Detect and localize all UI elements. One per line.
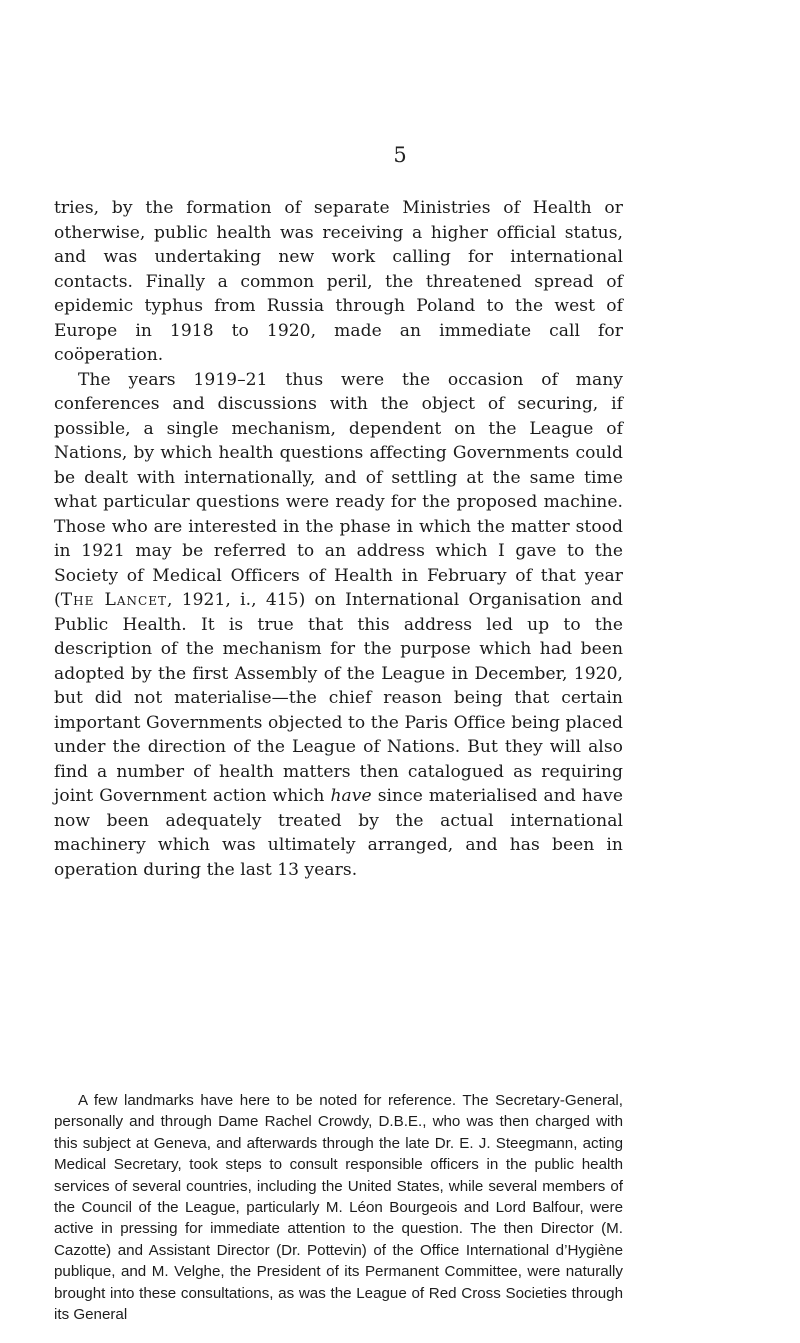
- small-print-section: [54, 1090, 623, 1325]
- journal-name: The Lancet: [60, 590, 167, 610]
- emphasis-word: have: [330, 786, 372, 806]
- paragraph-2: [54, 368, 623, 883]
- paragraph-2-part-b: , 1921, i., 415) on International Organisation and Public Health. It is true that this address led up to the description of the mechanism for the purpose which had been adopted by the first Assembly of the League in December, 1920, but did not materialise—the chief reason being that certain important Governments objected to the Paris Office being placed under the direction of the League of Nations. But they will also find a number of health matters then catalogued as requiring joint Government action which: [54, 590, 623, 806]
- page-number: 5: [393, 143, 407, 167]
- paragraph-2-part-a: The years 1919–21 thus were the occasion of many conferences and discussions with the object of securing, if possible, a single mechanism, dependent on the League of Nations, by which health questions affecting Governments could be dealt with internationally, and of settling at the same time what particular questions were ready for the proposed machine. Those who are interested in the phase in which the matter stood in 1921 may be referred to an address which I gave to the Society of Medical Officers of Health in February of that year (: [54, 369, 623, 610]
- paragraph-3: A few landmarks have here to be noted for reference. The Secretary-General, personally and through Dame Rachel Crowdy, D.B.E., who was then charged with this subject at Geneva, and afterwards through the late Dr. E. J. Steegmann, acting Medical Secretary, took steps to consult responsible officers in the public health services of several countries, including the United States, while several members of the Council of the League, particularly M. Léon Bourgeois and Lord Balfour, were active in pressing for immediate attention to the question. The then Director (M. Cazotte) and Assistant Director (Dr. Pottevin) of the Office International d’Hygiène publique, and M. Velghe, the President of its Permanent Committee, were naturally brought into these consultations, as was the League of Red Cross Societies through its General: [54, 1092, 623, 1324]
- paragraph-2-part-c: since materialised and have now been adequately treated by the actual international machinery which was ultimately arranged, and has been in operation during the last 13 years.: [54, 786, 623, 880]
- paragraph-1: tries, by the formation of separate Ministries of Health or otherwise, public health was receiving a higher official status, and was undertaking new work calling for international contacts. Finally a common peril, the threatened spread of epidemic typhus from Russia through Poland to the west of Europe in 1918 to 1920, made an immediate call for coöperation.: [54, 198, 623, 365]
- main-body: [54, 196, 623, 882]
